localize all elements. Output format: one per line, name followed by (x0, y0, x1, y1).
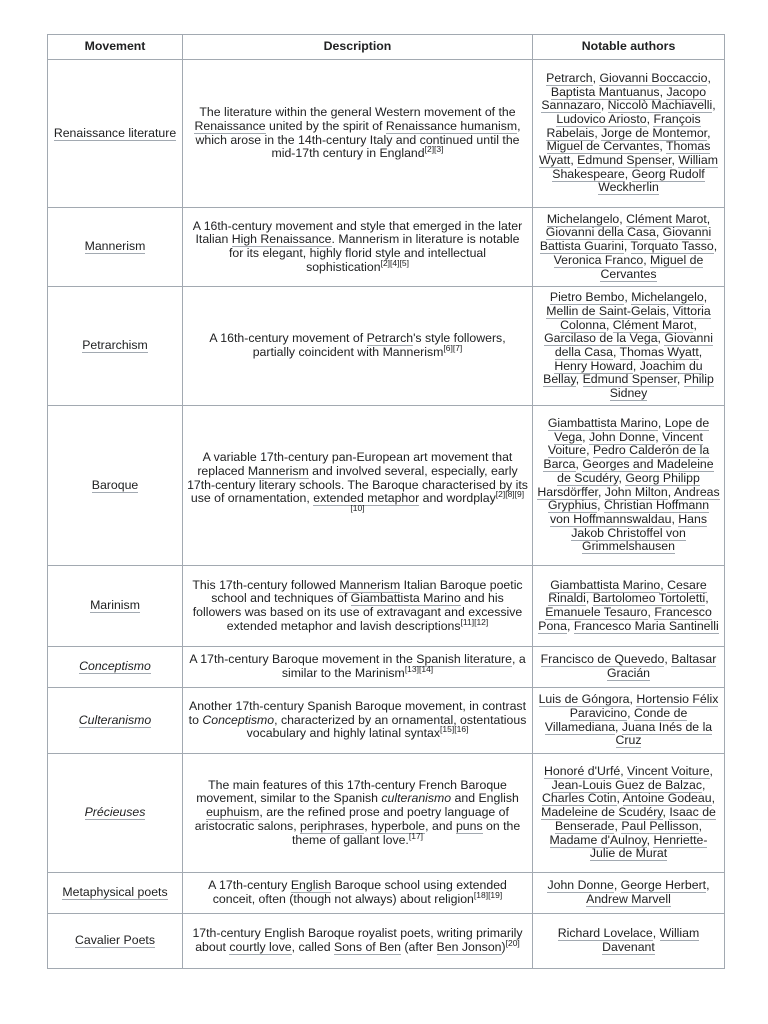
description-link[interactable]: Giambattista Marino (350, 591, 461, 606)
movement-cell (48, 566, 183, 647)
author-link[interactable]: William Shakespeare (552, 153, 718, 181)
author-link[interactable]: Veronica Franco (553, 252, 644, 267)
author-link[interactable]: Georg Rudolf Weckherlin (598, 166, 705, 195)
description-link[interactable]: courtly love (229, 940, 292, 954)
movement-link[interactable]: Petrarchism (82, 338, 148, 353)
description-text: and his followers was based on its use of extravagant and excessive extended metaphor and lavish descriptions (192, 591, 523, 633)
movement-cell (48, 914, 183, 969)
description-link[interactable]: High Renaissance (231, 232, 332, 247)
movement-cell (48, 287, 183, 406)
description-text: , called (291, 940, 334, 954)
author-link[interactable]: Clément Marot (612, 317, 694, 332)
author-link[interactable]: Philip Sidney (609, 372, 714, 401)
table-row (48, 754, 725, 873)
author-link[interactable]: Ludovico Ariosto (556, 111, 647, 126)
notable-authors-cell: Francisco de Quevedo, Baltasar Gracián (533, 647, 725, 688)
citation-reference[interactable]: [2][3] (424, 144, 444, 155)
author-link[interactable]: Clément Marot (626, 211, 707, 226)
description-text: and wordplay (419, 491, 496, 506)
description-text: A 16th-century movement of (209, 331, 367, 346)
description-text: A 17th-century (208, 878, 291, 893)
description-link[interactable]: hyperbole (371, 818, 426, 833)
author-link[interactable]: Isaac de Benserade (555, 805, 716, 833)
column-header-description: Description (183, 35, 533, 60)
author-link[interactable]: Vincent Voiture (547, 429, 703, 458)
table-row (48, 287, 725, 406)
table-body (48, 60, 725, 969)
description-text: , which arose in the 14th-century Italy and continued until the mid-17th century in England (195, 118, 521, 161)
description-text: A 16th-century movement and style that emerged in the later Italian (192, 218, 523, 247)
author-link[interactable]: Thomas Wyatt (619, 345, 699, 359)
author-link[interactable]: Madeleine de Scudéry (541, 805, 663, 820)
description-link[interactable]: periphrases (300, 818, 365, 833)
author-link[interactable]: Vittoria Colonna (560, 303, 711, 332)
author-link[interactable]: Honoré d'Urfé (544, 764, 621, 779)
description-text: 's style followers, partially coincident with Mannerism (252, 331, 506, 359)
description-text: and English (451, 791, 519, 806)
movement-link[interactable]: Cavalier Poets (75, 933, 155, 948)
author-link[interactable]: Francesco Pona (538, 605, 712, 633)
description-text: and involved several, especially, early 17th-century literary schools. The Baroque characterised by its use of ornamentation, (187, 463, 528, 506)
author-link[interactable]: Antoine Godeau (622, 791, 712, 806)
table-row (48, 60, 725, 208)
author-link[interactable]: Andrew Marvell (586, 892, 671, 906)
description-cell (183, 647, 533, 688)
author-link[interactable]: John Milton (604, 484, 668, 499)
author-link[interactable]: Michelangelo (631, 290, 704, 305)
table-row (48, 566, 725, 647)
description-italic-text: Conceptismo (202, 712, 275, 727)
description-text: , characterized by an ornamental, ostentatious vocabulary and highly latinal syntax (246, 712, 527, 741)
author-link[interactable]: Giambattista Marino (550, 577, 661, 592)
description-link[interactable]: English (290, 878, 332, 893)
author-link[interactable]: Luis de Góngora (538, 692, 630, 707)
citation-reference[interactable]: [13][14] (404, 663, 434, 674)
author-link[interactable]: Edmund Spenser (577, 153, 672, 168)
citation-reference[interactable]: [11][12] (460, 616, 489, 627)
description-link[interactable]: extended metaphor (313, 491, 420, 506)
movement-cell (48, 647, 183, 688)
description-text: (after (401, 940, 437, 954)
description-cell (183, 287, 533, 406)
author-link[interactable]: Andreas Gryphius (547, 484, 720, 513)
description-text: , and (425, 818, 456, 833)
author-link[interactable]: Miguel de Cervantes (546, 139, 660, 154)
author-link[interactable]: Madame d'Aulnoy (549, 832, 647, 847)
table-row (48, 208, 725, 287)
citation-reference[interactable]: [6][7] (443, 342, 463, 353)
description-text: , a similar to the Marinism (281, 652, 526, 680)
column-header-movement: Movement (48, 35, 183, 60)
movement-cell (48, 873, 183, 914)
author-link[interactable]: Garcilaso de la Vega (544, 331, 658, 346)
notable-authors-cell: Richard Lovelace, William Davenant (533, 914, 725, 969)
notable-authors-cell: Giambattista Marino, Cesare Rinaldi, Bartolomeo Tortoletti, Emanuele Tesauro, Francesco Pona, Francesco Maria Santinelli (533, 566, 725, 647)
description-text: The main features of this 17th-century French Baroque movement, similar to the Spanish (196, 777, 507, 806)
author-link[interactable]: Jorge de Montemor (601, 125, 708, 140)
description-text: on the theme of gallant love. (291, 818, 521, 847)
description-cell (183, 406, 533, 566)
description-link[interactable]: Renaissance humanism (385, 118, 518, 133)
author-link[interactable]: Hortensio Félix Paravicino (569, 692, 719, 720)
description-link[interactable]: Ben Jonson (436, 940, 502, 954)
author-link[interactable]: Miguel de Cervantes (600, 252, 704, 281)
author-link[interactable]: Giambattista Marino (547, 415, 658, 430)
author-link[interactable]: Georges and Madeleine de Scudéry (557, 457, 714, 485)
notable-authors-cell: Petrarch, Giovanni Boccaccio, Baptista Mantuanus, Jacopo Sannazaro, Niccolò Machiavelli, Ludovico Ariosto, François Rabelais, Jorge de Montemor, Miguel de Cervantes, Thomas Wyatt, Edmund Spenser, William Shakespeare, Georg Rudolf Weckherlin (533, 60, 725, 208)
movement-link[interactable]: Précieuses (84, 805, 146, 820)
description-text: The literature within the general Western movement of the (199, 105, 516, 120)
author-link[interactable]: Henry Howard (554, 358, 633, 373)
description-text: , (364, 818, 372, 833)
author-link[interactable]: Conde de Villamediana (544, 705, 688, 734)
description-text: . Mannerism in literature is notable for its elegant, highly florid style and intellectual sophistication (228, 232, 520, 274)
author-link[interactable]: Emanuele Tesauro (545, 605, 648, 619)
description-link[interactable]: Mannerism (339, 577, 401, 592)
notable-authors-cell: Honoré d'Urfé, Vincent Voiture, Jean-Louis Guez de Balzac, Charles Cotin, Antoine Godeau, Madeleine de Scudéry, Isaac de Benserade, Paul Pellisson, Madame d'Aulnoy, Henriette-Julie de Murat (533, 754, 725, 873)
description-text: Baroque school using extended conceit, often (though not always) about religion (212, 878, 507, 906)
description-cell (183, 873, 533, 914)
author-link[interactable]: Francisco de Quevedo (540, 652, 665, 667)
movement-link[interactable]: Metaphysical poets (62, 885, 168, 900)
author-link[interactable]: Giovanni Battista Guarini (539, 225, 712, 254)
description-text: Italian Baroque poetic school and techniques of (211, 577, 523, 606)
table-row (48, 914, 725, 969)
description-link[interactable]: Renaissance (194, 118, 266, 133)
author-link[interactable]: Joachim du Bellay (543, 358, 703, 387)
description-link[interactable]: Mannerism (247, 463, 309, 478)
author-link[interactable]: George Herbert (620, 878, 707, 893)
table-row (48, 688, 725, 754)
description-text: ) (501, 940, 506, 954)
author-link[interactable]: Paul Pellisson (621, 818, 699, 833)
citation-reference[interactable]: [2][8][9][10] (350, 489, 525, 513)
description-text: Another 17th-century Spanish Baroque movement, in contrast to (188, 698, 526, 727)
author-link[interactable]: Niccolò Machiavelli (607, 98, 713, 113)
author-link[interactable]: Francesco Maria Santinelli (573, 618, 719, 633)
author-link[interactable]: Henriette-Julie de Murat (589, 832, 708, 861)
citation-reference[interactable]: [2][4][5] (380, 257, 409, 268)
movement-link[interactable]: Marinism (90, 598, 140, 613)
description-link[interactable]: Petrarch (366, 331, 414, 346)
description-text: A variable 17th-century pan-European art movement that replaced (197, 450, 513, 478)
description-link[interactable]: puns (455, 818, 483, 833)
movement-link[interactable]: Conceptismo (79, 659, 151, 674)
description-cell (183, 688, 533, 754)
description-text: , are the refined prose and poetry language of aristocratic salons, (194, 805, 509, 833)
notable-authors-cell: John Donne, George Herbert, Andrew Marvell (533, 873, 725, 914)
description-cell (183, 754, 533, 873)
description-link[interactable]: euphuism (206, 805, 260, 820)
column-header-notable-authors: Notable authors (533, 35, 725, 60)
description-text: 17th-century English Baroque royalist poets, writing primarily about (192, 926, 523, 954)
movement-cell (48, 406, 183, 566)
description-italic-text: culteranismo (381, 791, 452, 806)
movement-cell (48, 754, 183, 873)
literary-movements-table (47, 34, 725, 969)
citation-reference[interactable]: [17] (408, 830, 424, 841)
description-cell (183, 208, 533, 287)
movement-link[interactable]: Baroque (91, 477, 139, 492)
author-link[interactable]: Thomas Wyatt (539, 139, 711, 168)
description-cell (183, 566, 533, 647)
author-link[interactable]: Cesare Rinaldi (548, 577, 707, 606)
author-link[interactable]: Christian Hoffmann von Hoffmannswaldau (549, 498, 710, 526)
movement-cell (48, 60, 183, 208)
movement-cell (48, 208, 183, 287)
author-link[interactable]: Giovanni della Casa (545, 225, 656, 240)
author-link[interactable]: Bartolomeo Tortoletti (592, 591, 706, 606)
author-link[interactable]: Juana Inés de la Cruz (615, 719, 713, 748)
author-link[interactable]: Richard Lovelace (557, 926, 653, 941)
notable-authors-cell: Michelangelo, Clément Marot, Giovanni della Casa, Giovanni Battista Guarini, Torquato Tasso, Veronica Franco, Miguel de Cervantes (533, 208, 725, 287)
notable-authors-cell: Pietro Bembo, Michelangelo, Mellin de Saint-Gelais, Vittoria Colonna, Clément Marot, Garcilaso de la Vega, Giovanni della Casa, Thomas Wyatt, Henry Howard, Joachim du Bellay, Edmund Spenser, Philip Sidney (533, 287, 725, 406)
author-link[interactable]: John Donne (547, 878, 614, 893)
author-link[interactable]: Torquato Tasso (630, 239, 714, 254)
author-link[interactable]: François Rabelais (546, 111, 701, 140)
author-link[interactable]: Mellin de Saint-Gelais (546, 303, 666, 318)
table-row (48, 406, 725, 566)
table-row (48, 873, 725, 914)
description-text: A 17th-century Baroque movement in the (189, 652, 417, 667)
author-link[interactable]: Petrarch (546, 70, 593, 85)
author-link[interactable]: Georg Philipp Harsdörffer (537, 470, 700, 499)
header-row (48, 35, 725, 60)
notable-authors-cell: Luis de Góngora, Hortensio Félix Paravicino, Conde de Villamediana, Juana Inés de la Cruz (533, 688, 725, 754)
description-link[interactable]: Spanish literature (416, 652, 512, 667)
description-text: This 17th-century followed (192, 577, 340, 592)
author-link[interactable]: Lope de Vega (554, 415, 710, 444)
author-link[interactable]: Pedro Calderón de la Barca (543, 443, 710, 472)
author-link[interactable]: Baptista Mantuanus (550, 84, 660, 99)
movement-cell (48, 688, 183, 754)
author-link[interactable]: Giovanni Boccaccio (599, 70, 708, 85)
description-cell (183, 914, 533, 969)
author-link[interactable]: Vincent Voiture (627, 764, 710, 779)
citation-reference[interactable]: [18][19] (473, 889, 503, 900)
movement-link[interactable]: Renaissance literature (53, 125, 177, 140)
author-link[interactable]: Giovanni della Casa (554, 331, 713, 359)
notable-authors-cell: Giambattista Marino, Lope de Vega, John Donne, Vincent Voiture, Pedro Calderón de la Barca, Georges and Madeleine de Scudéry, Georg Philipp Harsdörffer, John Milton, Andreas Gryphius, Christian Hoffmann von Hoffmannswaldau, Hans Jakob Christoffel von Grimmelshausen (533, 406, 725, 566)
author-link[interactable]: Baltasar Gracián (606, 652, 717, 680)
description-cell (183, 60, 533, 208)
description-text: united by the spirit of (265, 118, 386, 133)
table-row (48, 647, 725, 688)
author-link[interactable]: Jacopo Sannazaro (541, 84, 707, 113)
movement-link[interactable]: Mannerism (84, 239, 146, 254)
description-link[interactable]: Sons of Ben (334, 940, 401, 954)
author-link[interactable]: Edmund Spenser (582, 372, 677, 387)
citation-reference[interactable]: [15][16] (440, 724, 469, 735)
author-link[interactable]: William Davenant (602, 926, 700, 954)
author-link[interactable]: Michelangelo (546, 211, 620, 226)
author-link[interactable]: Charles Cotin (542, 791, 617, 806)
citation-reference[interactable]: [20] (505, 937, 520, 948)
author-link[interactable]: Jean-Louis Guez de Balzac (551, 777, 702, 792)
author-link[interactable]: Pietro Bembo (549, 290, 625, 305)
movement-link[interactable]: Culteranismo (78, 712, 152, 727)
author-link[interactable]: Hans Jakob Christoffel von Grimmelshausen (571, 511, 707, 554)
author-link[interactable]: John Donne (588, 429, 656, 444)
